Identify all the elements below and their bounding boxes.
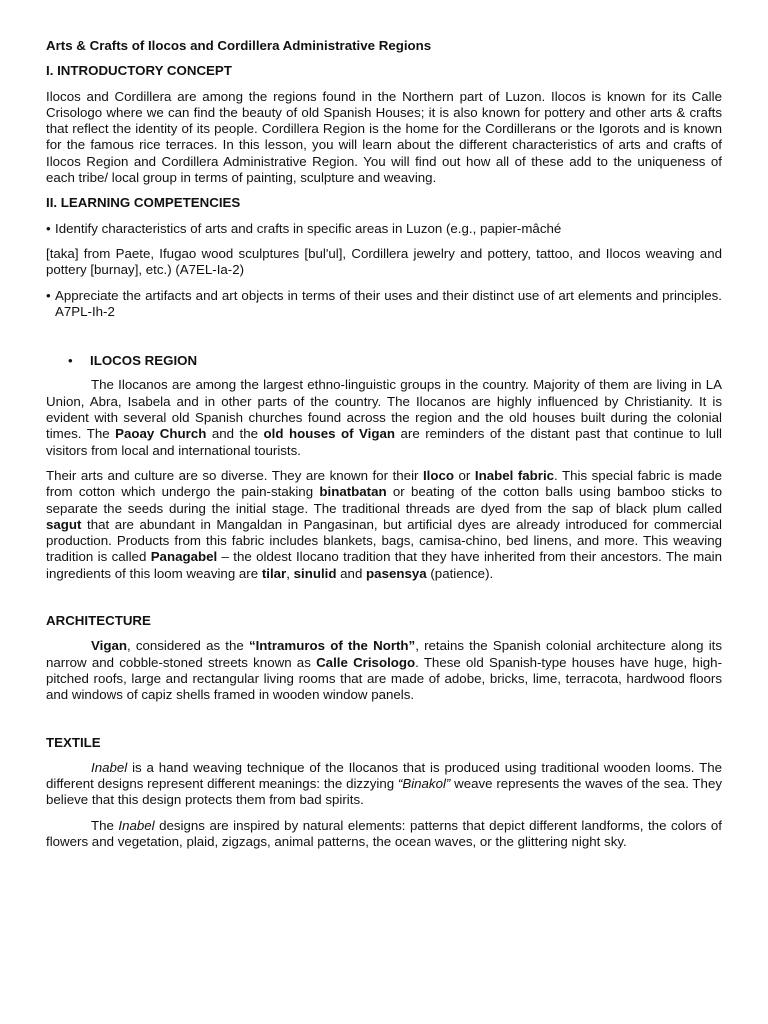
sagut-term: sagut bbox=[46, 516, 82, 532]
inabel-fabric-term: Inabel fabric bbox=[474, 467, 555, 483]
text-run: . These old Spanish-type houses have huge, high-pitched roofs, large and rectangular living rooms that are made of adobe, bricks, lime, terracota, hardwood floors and windows of capiz shells framed in wooden window panels. bbox=[46, 654, 723, 703]
paoay-church-term: Paoay Church bbox=[115, 426, 207, 442]
section-spacer bbox=[46, 591, 722, 613]
inabel-term: Inabel bbox=[91, 759, 128, 775]
inabel-term: Inabel bbox=[118, 817, 155, 833]
text-run: or beating of the cotton balls using bamboo sticks to separate the seeds during the initial stage. The traditional threads are dyed from the sap of black plum called bbox=[46, 484, 722, 516]
textile-heading: TEXTILE bbox=[46, 734, 101, 750]
ilocos-paragraph-2 bbox=[46, 468, 722, 582]
text-run: are reminders of the distant past that continue to lull visitors from local and international tourists. bbox=[46, 426, 722, 458]
intro-heading: I. INTRODUCTORY CONCEPT bbox=[46, 63, 232, 79]
text-run: and the bbox=[206, 426, 264, 442]
calle-crisologo-term: Calle Crisologo bbox=[316, 654, 416, 670]
architecture-paragraph bbox=[46, 638, 722, 703]
competency-item-2 bbox=[46, 288, 722, 321]
text-run: , considered as the bbox=[126, 638, 249, 654]
text-run: The bbox=[91, 817, 119, 833]
panagabel-term: Panagabel bbox=[150, 549, 218, 565]
tilar-term: tilar bbox=[261, 565, 287, 581]
ilocos-region-title: ILOCOS REGION bbox=[90, 353, 198, 369]
text-run: that are abundant in Mangaldan in Pangasinan, but artificial dyes are already introduced for commercial production. Products from this fabric includes blankets, bags, camisa-chino, bed linens, and more. This weaving tradition is called bbox=[46, 516, 722, 565]
textile-paragraph-2 bbox=[46, 818, 722, 851]
text-run: and bbox=[336, 565, 367, 581]
vigan-term: Vigan bbox=[91, 638, 127, 654]
intro-paragraph: Ilocos and Cordillera are among the regions found in the Northern part of Luzon. Ilocos is known for its Calle Crisologo where we can find the beauty of old Spanish Houses; it is also known for pottery and other arts & crafts that reflect the identity of its people. Cordillera Region is the home for the Cordillerans or the Igorots and is known for the famous rice terraces. In this lesson, you will learn about the different characteristics of arts and crafts of Ilocos Region and Cordillera Administrative Region. You will find out how all of these add to the uniqueness of each tribe/ local group in terms of painting, sculpture and weaving. bbox=[46, 88, 722, 186]
bullet-icon: • bbox=[46, 287, 51, 303]
text-run: . This special fabric is made from cotton which undergo the pain-staking bbox=[46, 467, 722, 500]
intramuros-term: “Intramuros of the North” bbox=[248, 638, 416, 654]
ilocos-paragraph-1 bbox=[46, 377, 722, 458]
competency-text-1: Identify characteristics of arts and crafts in specific areas in Luzon (e.g., papier-mâché bbox=[55, 220, 562, 236]
text-run: , bbox=[286, 565, 294, 581]
text-run: , retains the Spanish colonial architecture along its narrow and cobble-stoned streets known as bbox=[46, 638, 722, 670]
text-run: or bbox=[454, 467, 475, 483]
architecture-heading: ARCHITECTURE bbox=[46, 613, 151, 629]
document-title: Arts & Crafts of Ilocos and Cordillera Administrative Regions bbox=[46, 38, 432, 53]
section-spacer bbox=[46, 713, 722, 735]
bullet-icon: • bbox=[46, 220, 51, 236]
binakol-term: “Binakol” bbox=[397, 776, 451, 792]
text-run: The Ilocanos are among the largest ethno-linguistic groups in the country. Majority of them are living in LA Union, Abra, Isabela and in other parts of the country. The Ilocanos are highly influenced by Christianity. It is evident with several old Spanish churches found across the region and the old houses built during the colonial times. The bbox=[46, 377, 722, 442]
text-run: designs are inspired by natural elements: patterns that depict different landforms, the colors of flowers and vegetation, plaid, zigzags, animal patterns, the ocean waves, or the glittering night sky. bbox=[46, 817, 722, 849]
iloco-term: Iloco bbox=[422, 467, 455, 483]
section-spacer bbox=[46, 329, 722, 353]
binatbatan-term: binatbatan bbox=[319, 484, 387, 500]
competency-item-1 bbox=[46, 221, 722, 237]
competency-text-1-continued: [taka] from Paete, Ifugao wood sculptures [bul'ul], Cordillera jewelry and pottery, tattoo, and Ilocos weaving and pottery [burnay], etc.) (A7EL-Ia-2) bbox=[46, 245, 722, 278]
text-run: – the oldest Ilocano tradition that they have inherited from their ancestors. The main ingredients of this loom weaving are bbox=[46, 549, 722, 581]
ilocos-region-heading bbox=[46, 353, 722, 369]
text-run: Their arts and culture are so diverse. They are known for their bbox=[46, 467, 423, 483]
textile-paragraph-1 bbox=[46, 760, 722, 809]
pasensya-term: pasensya bbox=[366, 565, 427, 581]
text-run: is a hand weaving technique of the Ilocanos that is produced using traditional wooden looms. The different designs represent different meanings: the dizzying bbox=[46, 759, 722, 792]
text-run: weave represents the waves of the sea. They believe that this design protects them from bad spirits. bbox=[46, 776, 722, 808]
competencies-heading: II. LEARNING COMPETENCIES bbox=[46, 195, 241, 211]
bullet-icon: • bbox=[68, 353, 73, 369]
sinulid-term: sinulid bbox=[293, 565, 337, 581]
vigan-houses-term: old houses of Vigan bbox=[263, 426, 396, 442]
competency-text-2: Appreciate the artifacts and art objects in terms of their uses and their distinct use of art elements and principles. A7PL-Ih-2 bbox=[55, 287, 722, 319]
text-run: (patience). bbox=[426, 565, 494, 581]
